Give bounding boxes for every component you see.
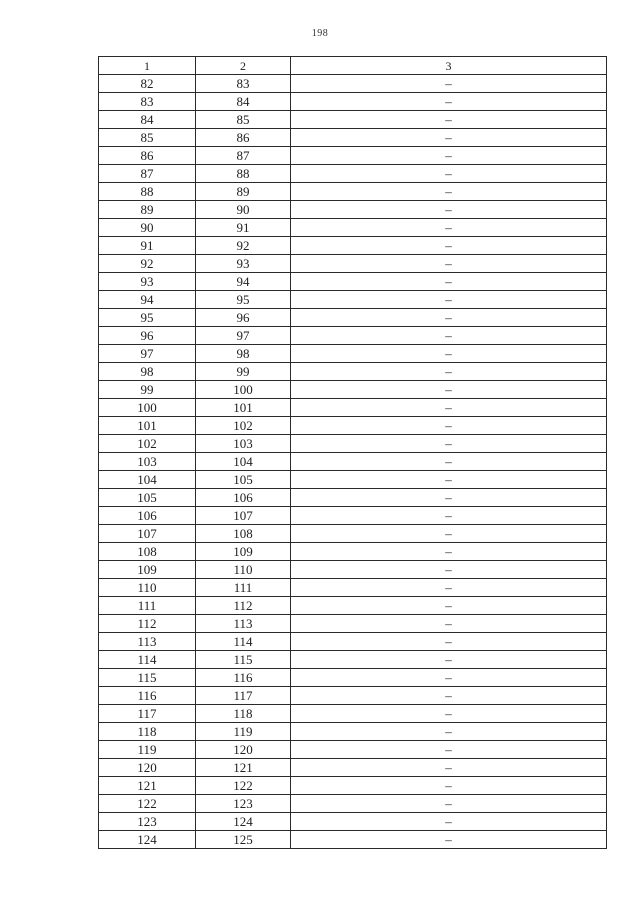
table-cell-col-3: – xyxy=(291,381,607,399)
table-row xyxy=(99,291,607,309)
table-cell-col-3: – xyxy=(291,543,607,561)
table-cell-col-2: 100 xyxy=(196,381,291,399)
table-cell-col-1: 99 xyxy=(99,381,196,399)
table-cell-col-1: 92 xyxy=(99,255,196,273)
table-row xyxy=(99,453,607,471)
table-cell-col-2: 98 xyxy=(196,345,291,363)
table-row xyxy=(99,75,607,93)
table-cell-col-3: – xyxy=(291,237,607,255)
table-cell-col-3: – xyxy=(291,777,607,795)
table-row xyxy=(99,435,607,453)
table-cell-col-2: 113 xyxy=(196,615,291,633)
table-cell-col-3: – xyxy=(291,615,607,633)
table-cell-col-2: 84 xyxy=(196,93,291,111)
table-cell-col-2: 103 xyxy=(196,435,291,453)
table-cell-col-1: 98 xyxy=(99,363,196,381)
table-cell-col-1: 106 xyxy=(99,507,196,525)
table-cell-col-3: – xyxy=(291,273,607,291)
data-table xyxy=(98,56,607,849)
table-row xyxy=(99,237,607,255)
table-cell-col-1: 113 xyxy=(99,633,196,651)
table-cell-col-1: 116 xyxy=(99,687,196,705)
table-cell-col-2: 119 xyxy=(196,723,291,741)
table-cell-col-1: 91 xyxy=(99,237,196,255)
table-cell-col-1: 104 xyxy=(99,471,196,489)
table-cell-col-2: 118 xyxy=(196,705,291,723)
table-cell-col-2: 90 xyxy=(196,201,291,219)
table-cell-col-2: 96 xyxy=(196,309,291,327)
table-row xyxy=(99,741,607,759)
table-row xyxy=(99,615,607,633)
table-row xyxy=(99,327,607,345)
table-row xyxy=(99,471,607,489)
table-cell-col-2: 85 xyxy=(196,111,291,129)
table-row xyxy=(99,759,607,777)
table-cell-col-2: 95 xyxy=(196,291,291,309)
table-cell-col-1: 102 xyxy=(99,435,196,453)
table-cell-col-3: – xyxy=(291,291,607,309)
table-row xyxy=(99,705,607,723)
table-row xyxy=(99,273,607,291)
column-header-2: 2 xyxy=(196,57,291,75)
table-row xyxy=(99,129,607,147)
table-cell-col-3: – xyxy=(291,435,607,453)
table-cell-col-2: 114 xyxy=(196,633,291,651)
table-cell-col-2: 104 xyxy=(196,453,291,471)
table-cell-col-2: 99 xyxy=(196,363,291,381)
table-row xyxy=(99,219,607,237)
column-header-3: 3 xyxy=(291,57,607,75)
table-row xyxy=(99,543,607,561)
table-row xyxy=(99,507,607,525)
table-cell-col-1: 120 xyxy=(99,759,196,777)
table-cell-col-2: 111 xyxy=(196,579,291,597)
table-cell-col-1: 93 xyxy=(99,273,196,291)
table-cell-col-1: 105 xyxy=(99,489,196,507)
table-cell-col-3: – xyxy=(291,453,607,471)
table-cell-col-2: 102 xyxy=(196,417,291,435)
table-cell-col-3: – xyxy=(291,309,607,327)
table-cell-col-3: – xyxy=(291,363,607,381)
table-cell-col-1: 122 xyxy=(99,795,196,813)
table-cell-col-2: 93 xyxy=(196,255,291,273)
table-row xyxy=(99,93,607,111)
table-cell-col-1: 89 xyxy=(99,201,196,219)
table-cell-col-2: 110 xyxy=(196,561,291,579)
table-cell-col-3: – xyxy=(291,345,607,363)
table-cell-col-2: 101 xyxy=(196,399,291,417)
table-cell-col-1: 88 xyxy=(99,183,196,201)
table-cell-col-2: 112 xyxy=(196,597,291,615)
table-cell-col-3: – xyxy=(291,489,607,507)
table-cell-col-3: – xyxy=(291,129,607,147)
table-cell-col-1: 100 xyxy=(99,399,196,417)
table-row xyxy=(99,525,607,543)
table-row xyxy=(99,669,607,687)
table-cell-col-1: 101 xyxy=(99,417,196,435)
table-cell-col-2: 87 xyxy=(196,147,291,165)
table-cell-col-1: 90 xyxy=(99,219,196,237)
table-cell-col-3: – xyxy=(291,327,607,345)
table-cell-col-2: 91 xyxy=(196,219,291,237)
table-cell-col-3: – xyxy=(291,759,607,777)
table-row xyxy=(99,777,607,795)
table-cell-col-2: 94 xyxy=(196,273,291,291)
table-cell-col-3: – xyxy=(291,687,607,705)
table-cell-col-3: – xyxy=(291,813,607,831)
table-cell-col-1: 107 xyxy=(99,525,196,543)
table-cell-col-3: – xyxy=(291,219,607,237)
table-row xyxy=(99,561,607,579)
table-row xyxy=(99,651,607,669)
table-cell-col-3: – xyxy=(291,579,607,597)
table-cell-col-3: – xyxy=(291,165,607,183)
table-row xyxy=(99,831,607,849)
column-header-1: 1 xyxy=(99,57,196,75)
table-cell-col-3: – xyxy=(291,561,607,579)
table-cell-col-1: 95 xyxy=(99,309,196,327)
table-cell-col-1: 110 xyxy=(99,579,196,597)
table-cell-col-1: 114 xyxy=(99,651,196,669)
table-row xyxy=(99,813,607,831)
table-cell-col-1: 83 xyxy=(99,93,196,111)
table-cell-col-2: 88 xyxy=(196,165,291,183)
table-row xyxy=(99,111,607,129)
table-cell-col-3: – xyxy=(291,471,607,489)
table-cell-col-2: 83 xyxy=(196,75,291,93)
table-cell-col-1: 97 xyxy=(99,345,196,363)
table-cell-col-3: – xyxy=(291,399,607,417)
table-row xyxy=(99,687,607,705)
table-row xyxy=(99,579,607,597)
table-cell-col-2: 106 xyxy=(196,489,291,507)
table-cell-col-1: 118 xyxy=(99,723,196,741)
table-header xyxy=(99,57,607,75)
table-cell-col-2: 109 xyxy=(196,543,291,561)
table-cell-col-1: 121 xyxy=(99,777,196,795)
table-cell-col-2: 92 xyxy=(196,237,291,255)
table-cell-col-2: 97 xyxy=(196,327,291,345)
table-row xyxy=(99,633,607,651)
table-cell-col-2: 86 xyxy=(196,129,291,147)
table-cell-col-2: 89 xyxy=(196,183,291,201)
table-cell-col-3: – xyxy=(291,417,607,435)
table-cell-col-2: 121 xyxy=(196,759,291,777)
table-cell-col-1: 96 xyxy=(99,327,196,345)
table-cell-col-2: 123 xyxy=(196,795,291,813)
table-cell-col-2: 122 xyxy=(196,777,291,795)
table-cell-col-1: 108 xyxy=(99,543,196,561)
table-cell-col-3: – xyxy=(291,111,607,129)
table-row xyxy=(99,597,607,615)
page-number: 198 xyxy=(311,28,329,39)
table-cell-col-1: 86 xyxy=(99,147,196,165)
table-cell-col-3: – xyxy=(291,147,607,165)
table-row xyxy=(99,183,607,201)
table-cell-col-1: 85 xyxy=(99,129,196,147)
table-cell-col-1: 123 xyxy=(99,813,196,831)
table-row xyxy=(99,795,607,813)
table-cell-col-3: – xyxy=(291,255,607,273)
table-row xyxy=(99,309,607,327)
table-cell-col-1: 111 xyxy=(99,597,196,615)
table-cell-col-2: 120 xyxy=(196,741,291,759)
table-cell-col-3: – xyxy=(291,669,607,687)
table-cell-col-3: – xyxy=(291,651,607,669)
table-row xyxy=(99,363,607,381)
table-cell-col-2: 107 xyxy=(196,507,291,525)
table-row xyxy=(99,147,607,165)
table-cell-col-3: – xyxy=(291,741,607,759)
table-cell-col-3: – xyxy=(291,75,607,93)
table-cell-col-2: 105 xyxy=(196,471,291,489)
table-cell-col-1: 119 xyxy=(99,741,196,759)
table-cell-col-2: 116 xyxy=(196,669,291,687)
table-cell-col-3: – xyxy=(291,525,607,543)
table-body xyxy=(99,75,607,849)
table-row xyxy=(99,723,607,741)
table-cell-col-1: 103 xyxy=(99,453,196,471)
table-row xyxy=(99,399,607,417)
table-cell-col-1: 115 xyxy=(99,669,196,687)
table-cell-col-1: 82 xyxy=(99,75,196,93)
table-cell-col-2: 108 xyxy=(196,525,291,543)
table-cell-col-1: 84 xyxy=(99,111,196,129)
table-row xyxy=(99,417,607,435)
table-cell-col-1: 94 xyxy=(99,291,196,309)
table-row xyxy=(99,165,607,183)
table-cell-col-3: – xyxy=(291,831,607,849)
table-cell-col-3: – xyxy=(291,723,607,741)
table-cell-col-3: – xyxy=(291,633,607,651)
table-cell-col-3: – xyxy=(291,93,607,111)
table-row xyxy=(99,201,607,219)
table-cell-col-1: 117 xyxy=(99,705,196,723)
table-cell-col-2: 115 xyxy=(196,651,291,669)
table-row xyxy=(99,255,607,273)
table-cell-col-1: 112 xyxy=(99,615,196,633)
table-cell-col-3: – xyxy=(291,183,607,201)
table-cell-col-2: 117 xyxy=(196,687,291,705)
table-row xyxy=(99,381,607,399)
table-cell-col-1: 109 xyxy=(99,561,196,579)
table-cell-col-3: – xyxy=(291,795,607,813)
table-cell-col-1: 87 xyxy=(99,165,196,183)
header-row xyxy=(99,57,607,75)
table-cell-col-3: – xyxy=(291,201,607,219)
table-cell-col-3: – xyxy=(291,507,607,525)
table-cell-col-1: 124 xyxy=(99,831,196,849)
table-row xyxy=(99,345,607,363)
table-cell-col-3: – xyxy=(291,705,607,723)
table-row xyxy=(99,489,607,507)
table-cell-col-2: 124 xyxy=(196,813,291,831)
table-cell-col-2: 125 xyxy=(196,831,291,849)
table-cell-col-3: – xyxy=(291,597,607,615)
